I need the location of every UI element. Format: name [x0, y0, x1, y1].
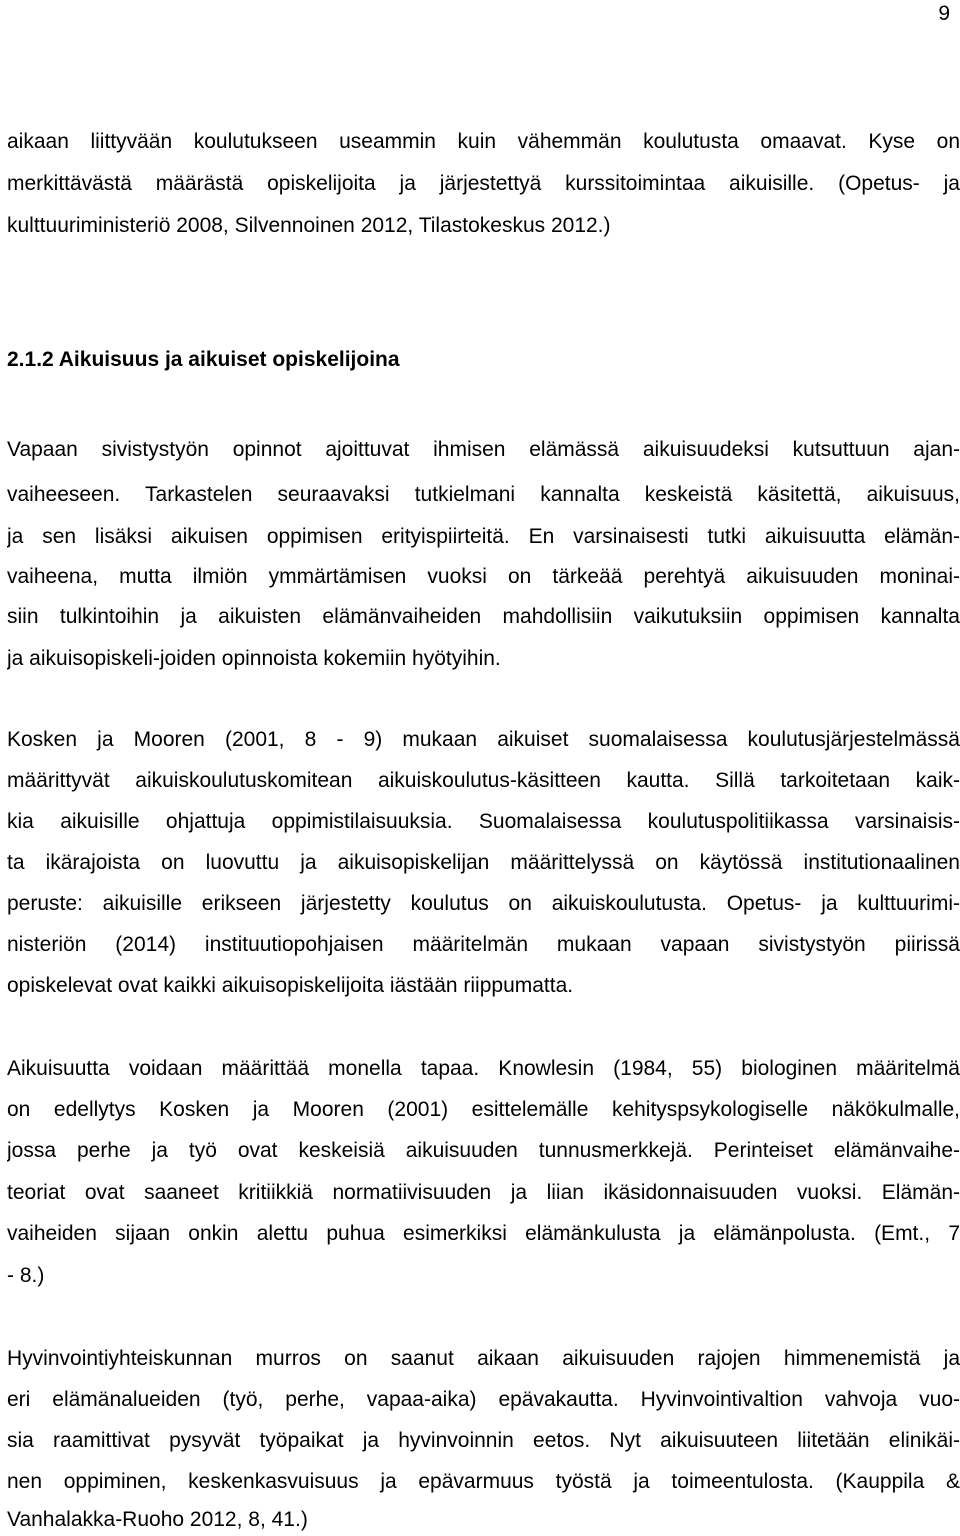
text-line: sia raamittivat pysyvät työpaikat ja hyvinvoinnin eetos. Nyt aikuisuuteen liitetään elinikäi- — [7, 1429, 960, 1452]
text-line: siin tulkintoihin ja aikuisten elämänvaiheiden mahdollisiin vaikutuksiin oppimisen kannalta — [7, 605, 960, 628]
page-number: 9 — [938, 2, 950, 25]
text-line: vaiheena, mutta ilmiön ymmärtämisen vuoksi on tärkeää perehtyä aikuisuuden moninai- — [7, 565, 960, 588]
text-line: on edellytys Kosken ja Mooren (2001) esittelemälle kehityspsykologiselle näkökulmalle, — [7, 1098, 960, 1121]
text-line: nisteriön (2014) instituutiopohjaisen määritelmän mukaan vapaan sivistystyön piirissä — [7, 933, 960, 956]
text-line: eri elämänalueiden (työ, perhe, vapaa-aika) epävakautta. Hyvinvointivaltion vahvoja vuo- — [7, 1388, 960, 1411]
text-line: jossa perhe ja työ ovat keskeisiä aikuisuuden tunnusmerkkejä. Perinteiset elämänvaihe- — [7, 1139, 960, 1162]
text-line: vaiheeseen. Tarkastelen seuraavaksi tutkielmani kannalta keskeistä käsitettä, aikuisuus, — [7, 483, 960, 506]
text-line: Hyvinvointiyhteiskunnan murros on saanut aikaan aikuisuuden rajojen himmenemistä ja — [7, 1347, 960, 1370]
text-line: määrittyvät aikuiskoulutuskomitean aikuiskoulutus-käsitteen kautta. Sillä tarkoitetaan kaik- — [7, 769, 960, 792]
text-line: ja sen lisäksi aikuisen oppimisen erityispiirteitä. En varsinaisesti tutki aikuisuutta elämän- — [7, 525, 960, 548]
text-line: teoriat ovat saaneet kritiikkiä normatiivisuuden ja liian ikäsidonnaisuuden vuoksi. Elämän- — [7, 1181, 960, 1204]
text-line: ta ikärajoista on luovuttu ja aikuisopiskelijan määrittelyssä on käytössä institutionaalinen — [7, 851, 960, 874]
text-line: Aikuisuutta voidaan määrittää monella tapaa. Knowlesin (1984, 55) biologinen määritelmä — [7, 1057, 960, 1080]
text-line: nen oppiminen, keskenkasvuisuus ja epävarmuus työstä ja toimeentulosta. (Kauppila & — [7, 1470, 960, 1493]
text-line: opiskelevat ovat kaikki aikuisopiskelijoita iästään riippumatta. — [7, 974, 574, 997]
text-line: vaiheiden sijaan onkin alettu puhua esimerkiksi elämänkulusta ja elämänpolusta. (Emt., 7 — [7, 1222, 960, 1245]
text-line: merkittävästä määrästä opiskelijoita ja järjestettyä kurssitoimintaa aikuisille. (Opetus- ja — [7, 172, 960, 195]
text-line: peruste: aikuisille erikseen järjestetty koulutus on aikuiskoulutusta. Opetus- ja kulttuurimi- — [7, 892, 960, 915]
text-line: aikaan liittyvään koulutukseen useammin kuin vähemmän koulutusta omaavat. Kyse on — [7, 130, 960, 153]
text-line: ja aikuisopiskeli-joiden opinnoista kokemiin hyötyihin. — [7, 647, 501, 670]
text-line: Kosken ja Mooren (2001, 8 - 9) mukaan aikuiset suomalaisessa koulutusjärjestelmässä — [7, 728, 960, 751]
text-line: - 8.) — [7, 1264, 45, 1287]
text-line: kia aikuisille ohjattuja oppimistilaisuuksia. Suomalaisessa koulutuspolitiikassa varsinaisis- — [7, 810, 960, 833]
text-line: Vapaan sivistystyön opinnot ajoittuvat ihmisen elämässä aikuisuudeksi kutsuttuun ajan- — [7, 438, 960, 461]
section-heading: 2.1.2 Aikuisuus ja aikuiset opiskelijoina — [7, 348, 400, 371]
text-line: kulttuuriministeriö 2008, Silvennoinen 2012, Tilastokeskus 2012.) — [7, 214, 611, 237]
text-line: Vanhalakka-Ruoho 2012, 8, 41.) — [7, 1508, 308, 1531]
